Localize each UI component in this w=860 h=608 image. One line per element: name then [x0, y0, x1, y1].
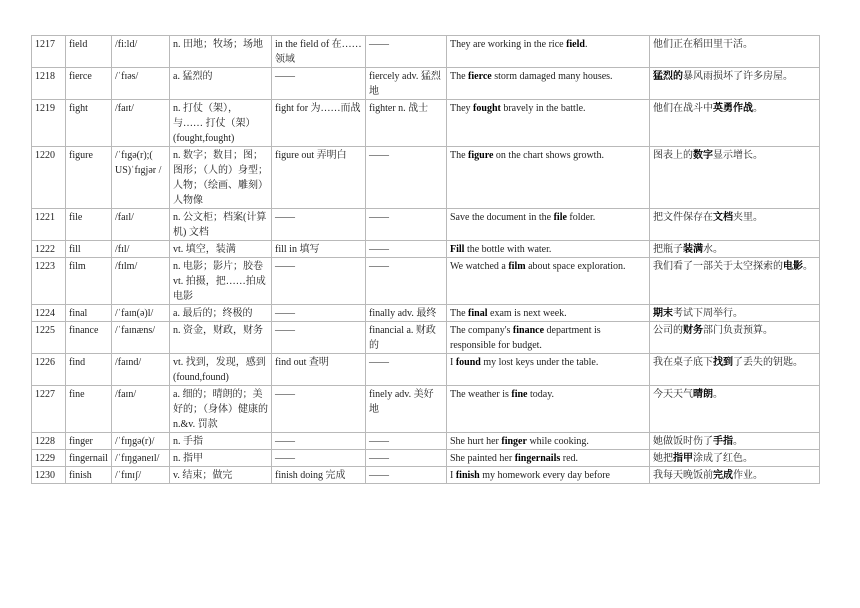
text-run: 她做饭时伤了	[653, 436, 713, 447]
text-run: 把文件保存在	[653, 212, 713, 223]
text-run: 。	[713, 389, 723, 400]
meaning-line: a. 细的；晴朗的；美好的；（身体）健康的	[173, 389, 268, 415]
phrase-cell	[272, 100, 366, 147]
headword-cell: file	[66, 209, 112, 241]
phrase-line: fight for 为……而战	[275, 103, 361, 114]
text-run: today.	[527, 389, 555, 400]
highlighted-term: found	[455, 357, 481, 368]
meaning-cell	[170, 433, 272, 450]
meaning-line: a. 最后的；终极的	[173, 308, 253, 319]
meaning-line: n. 公文柜；档案(计算机) 文档	[173, 212, 267, 238]
translation-cell	[650, 322, 820, 354]
derivative-line: ——	[369, 244, 389, 255]
derivative-cell	[366, 467, 447, 484]
derivative-line: finely adv. 美好地	[369, 389, 434, 415]
derivative-line: ——	[369, 212, 389, 223]
headword-cell: field	[66, 36, 112, 68]
highlighted-term: file	[553, 212, 567, 223]
text-run: They are working in the rice	[450, 39, 567, 50]
entry-number-cell: 1224	[32, 305, 66, 322]
meaning-line: vt. 填空，装满	[173, 244, 236, 255]
phonetic-transcription-cell: /ˈfɪŋgə(r)/	[112, 433, 170, 450]
headword-cell: fill	[66, 241, 112, 258]
highlighted-term: 找到	[713, 357, 733, 368]
text-run: 部门负责预算。	[703, 325, 773, 336]
derivative-cell	[366, 305, 447, 322]
text-run: about space exploration.	[525, 261, 626, 272]
highlighted-term: fingernails	[514, 453, 561, 464]
phonetic-transcription-cell: /ˈfaɪnæns/	[112, 322, 170, 354]
entry-number-cell: 1221	[32, 209, 66, 241]
meaning-cell	[170, 258, 272, 305]
highlighted-term: 装满	[683, 244, 703, 255]
phrase-cell	[272, 467, 366, 484]
text-run: the bottle with water.	[464, 244, 552, 255]
phonetic-transcription-cell: /faɪn/	[112, 386, 170, 433]
highlighted-term: 指甲	[673, 453, 693, 464]
highlighted-term: 文档	[713, 212, 733, 223]
translation-cell	[650, 258, 820, 305]
phrase-cell	[272, 36, 366, 68]
phrase-line: find out 查明	[275, 357, 329, 368]
highlighted-term: 英勇作战	[713, 103, 753, 114]
example-sentence-cell	[447, 354, 650, 386]
translation-cell	[650, 450, 820, 467]
headword-cell: fingernail	[66, 450, 112, 467]
derivative-cell	[366, 322, 447, 354]
phonetic-transcription-cell: /ˈfɪəs/	[112, 68, 170, 100]
highlighted-term: 财务	[683, 325, 703, 336]
text-run: 了丢失的钥匙。	[733, 357, 803, 368]
example-sentence-cell	[447, 467, 650, 484]
text-run: 暴风雨损坏了许多房屋。	[683, 71, 793, 82]
derivative-cell	[366, 258, 447, 305]
meaning-cell	[170, 322, 272, 354]
text-run: 。	[803, 261, 813, 272]
highlighted-term: 完成	[713, 470, 733, 481]
text-run: 我每天晚饭前	[653, 470, 713, 481]
derivative-line: fiercely adv. 猛烈地	[369, 71, 441, 97]
text-run: 作业。	[733, 470, 763, 481]
meaning-cell	[170, 36, 272, 68]
meaning-cell	[170, 68, 272, 100]
text-run: 图表上的	[653, 150, 693, 161]
derivative-line: ——	[369, 261, 389, 272]
phrase-line: ——	[275, 453, 295, 464]
derivative-line: ——	[369, 150, 389, 161]
vocabulary-sheet	[31, 35, 819, 484]
derivative-line: ——	[369, 470, 389, 481]
text-run: The	[450, 150, 469, 161]
translation-cell	[650, 147, 820, 209]
phrase-line: ——	[275, 325, 295, 336]
vocabulary-table	[31, 35, 820, 484]
text-run: I	[450, 357, 456, 368]
translation-cell	[650, 354, 820, 386]
phrase-line: in the field of 在…… 领域	[275, 39, 362, 65]
text-run: 公司的	[653, 325, 683, 336]
highlighted-term: final	[468, 308, 488, 319]
text-run: 涂成了红色。	[693, 453, 753, 464]
example-sentence-cell	[447, 433, 650, 450]
meaning-line: n. 打仗（架），	[173, 103, 238, 114]
table-row	[32, 147, 820, 209]
meaning-cell	[170, 147, 272, 209]
meaning-line: n. 田地；牧场；场地	[173, 39, 263, 50]
text-run: 我们看了一部关于太空探索的	[653, 261, 783, 272]
table-row	[32, 241, 820, 258]
translation-cell	[650, 209, 820, 241]
highlighted-term: finance	[512, 325, 545, 336]
phrase-cell	[272, 147, 366, 209]
text-run: 他们在战斗中	[653, 103, 713, 114]
example-sentence-cell	[447, 36, 650, 68]
entry-number-cell: 1220	[32, 147, 66, 209]
text-run: while cooking.	[526, 436, 589, 447]
phonetic-transcription-cell: /ˈfaɪn(ə)l/	[112, 305, 170, 322]
entry-number-cell: 1217	[32, 36, 66, 68]
text-run: 水。	[703, 244, 723, 255]
text-run: 今天天气	[653, 389, 693, 400]
entry-number-cell: 1219	[32, 100, 66, 147]
table-row	[32, 258, 820, 305]
phonetic-transcription-cell: /faɪt/	[112, 100, 170, 147]
phonetic-transcription-cell: /ˈfɪgə(r);( US)ˈfɪgjər /	[112, 147, 170, 209]
headword-cell: figure	[66, 147, 112, 209]
phrase-cell	[272, 322, 366, 354]
entry-number-cell: 1222	[32, 241, 66, 258]
text-run: They	[450, 103, 474, 114]
table-row	[32, 386, 820, 433]
meaning-cell	[170, 354, 272, 386]
text-run: bravely in the battle.	[500, 103, 586, 114]
table-row	[32, 305, 820, 322]
derivative-cell	[366, 36, 447, 68]
meaning-line: n. 数字；数目；图；图形；（人的）身型；人物；（绘画、雕刻）人物像	[173, 150, 268, 206]
highlighted-term: fine	[511, 389, 528, 400]
text-run: 。	[753, 103, 763, 114]
highlighted-term: 期末	[653, 308, 673, 319]
phonetic-transcription-cell: /fɪl/	[112, 241, 170, 258]
translation-cell	[650, 36, 820, 68]
meaning-line: n. 电影；影片；胶卷	[173, 261, 263, 272]
example-sentence-cell	[447, 209, 650, 241]
meaning-line: v. 结束；做完	[173, 470, 233, 481]
example-sentence-cell	[447, 322, 650, 354]
translation-cell	[650, 386, 820, 433]
derivative-cell	[366, 241, 447, 258]
phonetic-transcription-cell: /faɪl/	[112, 209, 170, 241]
example-sentence-cell	[447, 258, 650, 305]
table-row	[32, 467, 820, 484]
text-run: 显示增长。	[713, 150, 763, 161]
example-sentence-cell	[447, 450, 650, 467]
derivative-line: fighter n. 战士	[369, 103, 429, 114]
meaning-line: n.&v. 罚款	[173, 419, 218, 430]
phonetic-transcription-cell: /fɪlm/	[112, 258, 170, 305]
table-row	[32, 322, 820, 354]
text-run: 。	[733, 436, 743, 447]
meaning-line: vt. 拍摄，把……拍成电影	[173, 276, 266, 302]
highlighted-term: figure	[468, 150, 494, 161]
example-sentence-cell	[447, 305, 650, 322]
table-row	[32, 433, 820, 450]
meaning-cell	[170, 209, 272, 241]
entry-number-cell: 1228	[32, 433, 66, 450]
phrase-cell	[272, 68, 366, 100]
table-row	[32, 68, 820, 100]
text-run: 我在桌子底下	[653, 357, 713, 368]
text-run: red.	[560, 453, 579, 464]
derivative-line: ——	[369, 39, 389, 50]
meaning-cell	[170, 467, 272, 484]
text-run: She painted her	[450, 453, 515, 464]
meaning-cell	[170, 241, 272, 258]
phrase-line: ——	[275, 212, 295, 223]
derivative-cell	[366, 386, 447, 433]
derivative-line: ——	[369, 453, 389, 464]
headword-cell: finance	[66, 322, 112, 354]
example-sentence-cell	[447, 241, 650, 258]
phrase-line: figure out 弄明白	[275, 150, 347, 161]
text-run: my homework every day before	[479, 470, 610, 481]
text-run: 他们正在稻田里干活。	[653, 39, 753, 50]
text-run: department is responsible for budget.	[450, 325, 601, 351]
meaning-cell	[170, 386, 272, 433]
translation-cell	[650, 68, 820, 100]
headword-cell: fine	[66, 386, 112, 433]
phonetic-transcription-cell: /ˈfɪnɪʃ/	[112, 467, 170, 484]
meaning-cell	[170, 450, 272, 467]
entry-number-cell: 1218	[32, 68, 66, 100]
example-sentence-cell	[447, 100, 650, 147]
derivative-cell	[366, 209, 447, 241]
text-run: .	[584, 39, 588, 50]
phrase-cell	[272, 386, 366, 433]
phrase-cell	[272, 305, 366, 322]
headword-cell: finish	[66, 467, 112, 484]
highlighted-term: 晴朗	[693, 389, 713, 400]
text-run: The weather is	[450, 389, 512, 400]
meaning-line: n. 指甲	[173, 453, 203, 464]
highlighted-term: field	[566, 39, 585, 50]
highlighted-term: film	[508, 261, 526, 272]
meaning-line: a. 猛烈的	[173, 71, 213, 82]
derivative-cell	[366, 450, 447, 467]
highlighted-term: 电影	[783, 261, 803, 272]
phonetic-transcription-cell: /faɪnd/	[112, 354, 170, 386]
headword-cell: final	[66, 305, 112, 322]
phrase-line: ——	[275, 436, 295, 447]
highlighted-term: 猛烈的	[653, 71, 683, 82]
text-run: my lost keys under the table.	[480, 357, 599, 368]
example-sentence-cell	[447, 147, 650, 209]
text-run: 考试下周举行。	[673, 308, 743, 319]
meaning-line: vt. 找到，发现，感到 (found,found)	[173, 357, 266, 383]
headword-cell: fierce	[66, 68, 112, 100]
meaning-line: (fought,fought)	[173, 133, 235, 144]
table-row	[32, 36, 820, 68]
phrase-line: ——	[275, 389, 295, 400]
headword-cell: film	[66, 258, 112, 305]
text-run: folder.	[566, 212, 596, 223]
table-row	[32, 100, 820, 147]
example-sentence-cell	[447, 386, 650, 433]
phrase-cell	[272, 241, 366, 258]
derivative-cell	[366, 100, 447, 147]
translation-cell	[650, 467, 820, 484]
phrase-cell	[272, 258, 366, 305]
phrase-cell	[272, 450, 366, 467]
text-run: I	[450, 470, 456, 481]
phrase-cell	[272, 209, 366, 241]
derivative-cell	[366, 147, 447, 209]
highlighted-term: finger	[501, 436, 527, 447]
headword-cell: find	[66, 354, 112, 386]
meaning-cell	[170, 100, 272, 147]
text-run: 夹里。	[733, 212, 763, 223]
table-row	[32, 354, 820, 386]
meaning-cell	[170, 305, 272, 322]
highlighted-term: 手指	[713, 436, 733, 447]
derivative-line: financial a. 财政的	[369, 325, 436, 351]
meaning-line: 与…… 打仗（架）	[173, 118, 256, 129]
phrase-cell	[272, 354, 366, 386]
highlighted-term: Fill	[450, 244, 465, 255]
entry-number-cell: 1227	[32, 386, 66, 433]
text-run: 她把	[653, 453, 673, 464]
text-run: storm damaged many houses.	[491, 71, 613, 82]
derivative-cell	[366, 354, 447, 386]
highlighted-term: 数字	[693, 150, 713, 161]
highlighted-term: fierce	[468, 71, 492, 82]
table-row	[32, 209, 820, 241]
entry-number-cell: 1225	[32, 322, 66, 354]
derivative-cell	[366, 433, 447, 450]
headword-cell: fight	[66, 100, 112, 147]
text-run: The company's	[450, 325, 513, 336]
vocabulary-table-body	[32, 36, 820, 484]
example-sentence-cell	[447, 68, 650, 100]
entry-number-cell: 1223	[32, 258, 66, 305]
phrase-line: ——	[275, 71, 295, 82]
phonetic-transcription-cell: /ˈfɪŋgəneɪl/	[112, 450, 170, 467]
text-run: 把瓶子	[653, 244, 683, 255]
derivative-line: ——	[369, 357, 389, 368]
text-run: on the chart shows growth.	[493, 150, 604, 161]
translation-cell	[650, 433, 820, 450]
entry-number-cell: 1230	[32, 467, 66, 484]
entry-number-cell: 1226	[32, 354, 66, 386]
phrase-line: ——	[275, 308, 295, 319]
phrase-line: ——	[275, 261, 295, 272]
phrase-line: finish doing 完成	[275, 470, 346, 481]
meaning-line: n. 资金，财政，财务	[173, 325, 263, 336]
translation-cell	[650, 305, 820, 322]
headword-cell: finger	[66, 433, 112, 450]
text-run: We watched a	[450, 261, 509, 272]
translation-cell	[650, 100, 820, 147]
highlighted-term: finish	[455, 470, 480, 481]
text-run: The	[450, 71, 469, 82]
text-run: She hurt her	[450, 436, 502, 447]
derivative-cell	[366, 68, 447, 100]
text-run: Save the document in the	[450, 212, 554, 223]
entry-number-cell: 1229	[32, 450, 66, 467]
phrase-cell	[272, 433, 366, 450]
table-row	[32, 450, 820, 467]
text-run: The	[450, 308, 469, 319]
translation-cell	[650, 241, 820, 258]
meaning-line: n. 手指	[173, 436, 203, 447]
phrase-line: fill in 填写	[275, 244, 320, 255]
derivative-line: finally adv. 最终	[369, 308, 437, 319]
phonetic-transcription-cell: /fi:ld/	[112, 36, 170, 68]
highlighted-term: fought	[473, 103, 501, 114]
text-run: exam is next week.	[487, 308, 567, 319]
derivative-line: ——	[369, 436, 389, 447]
